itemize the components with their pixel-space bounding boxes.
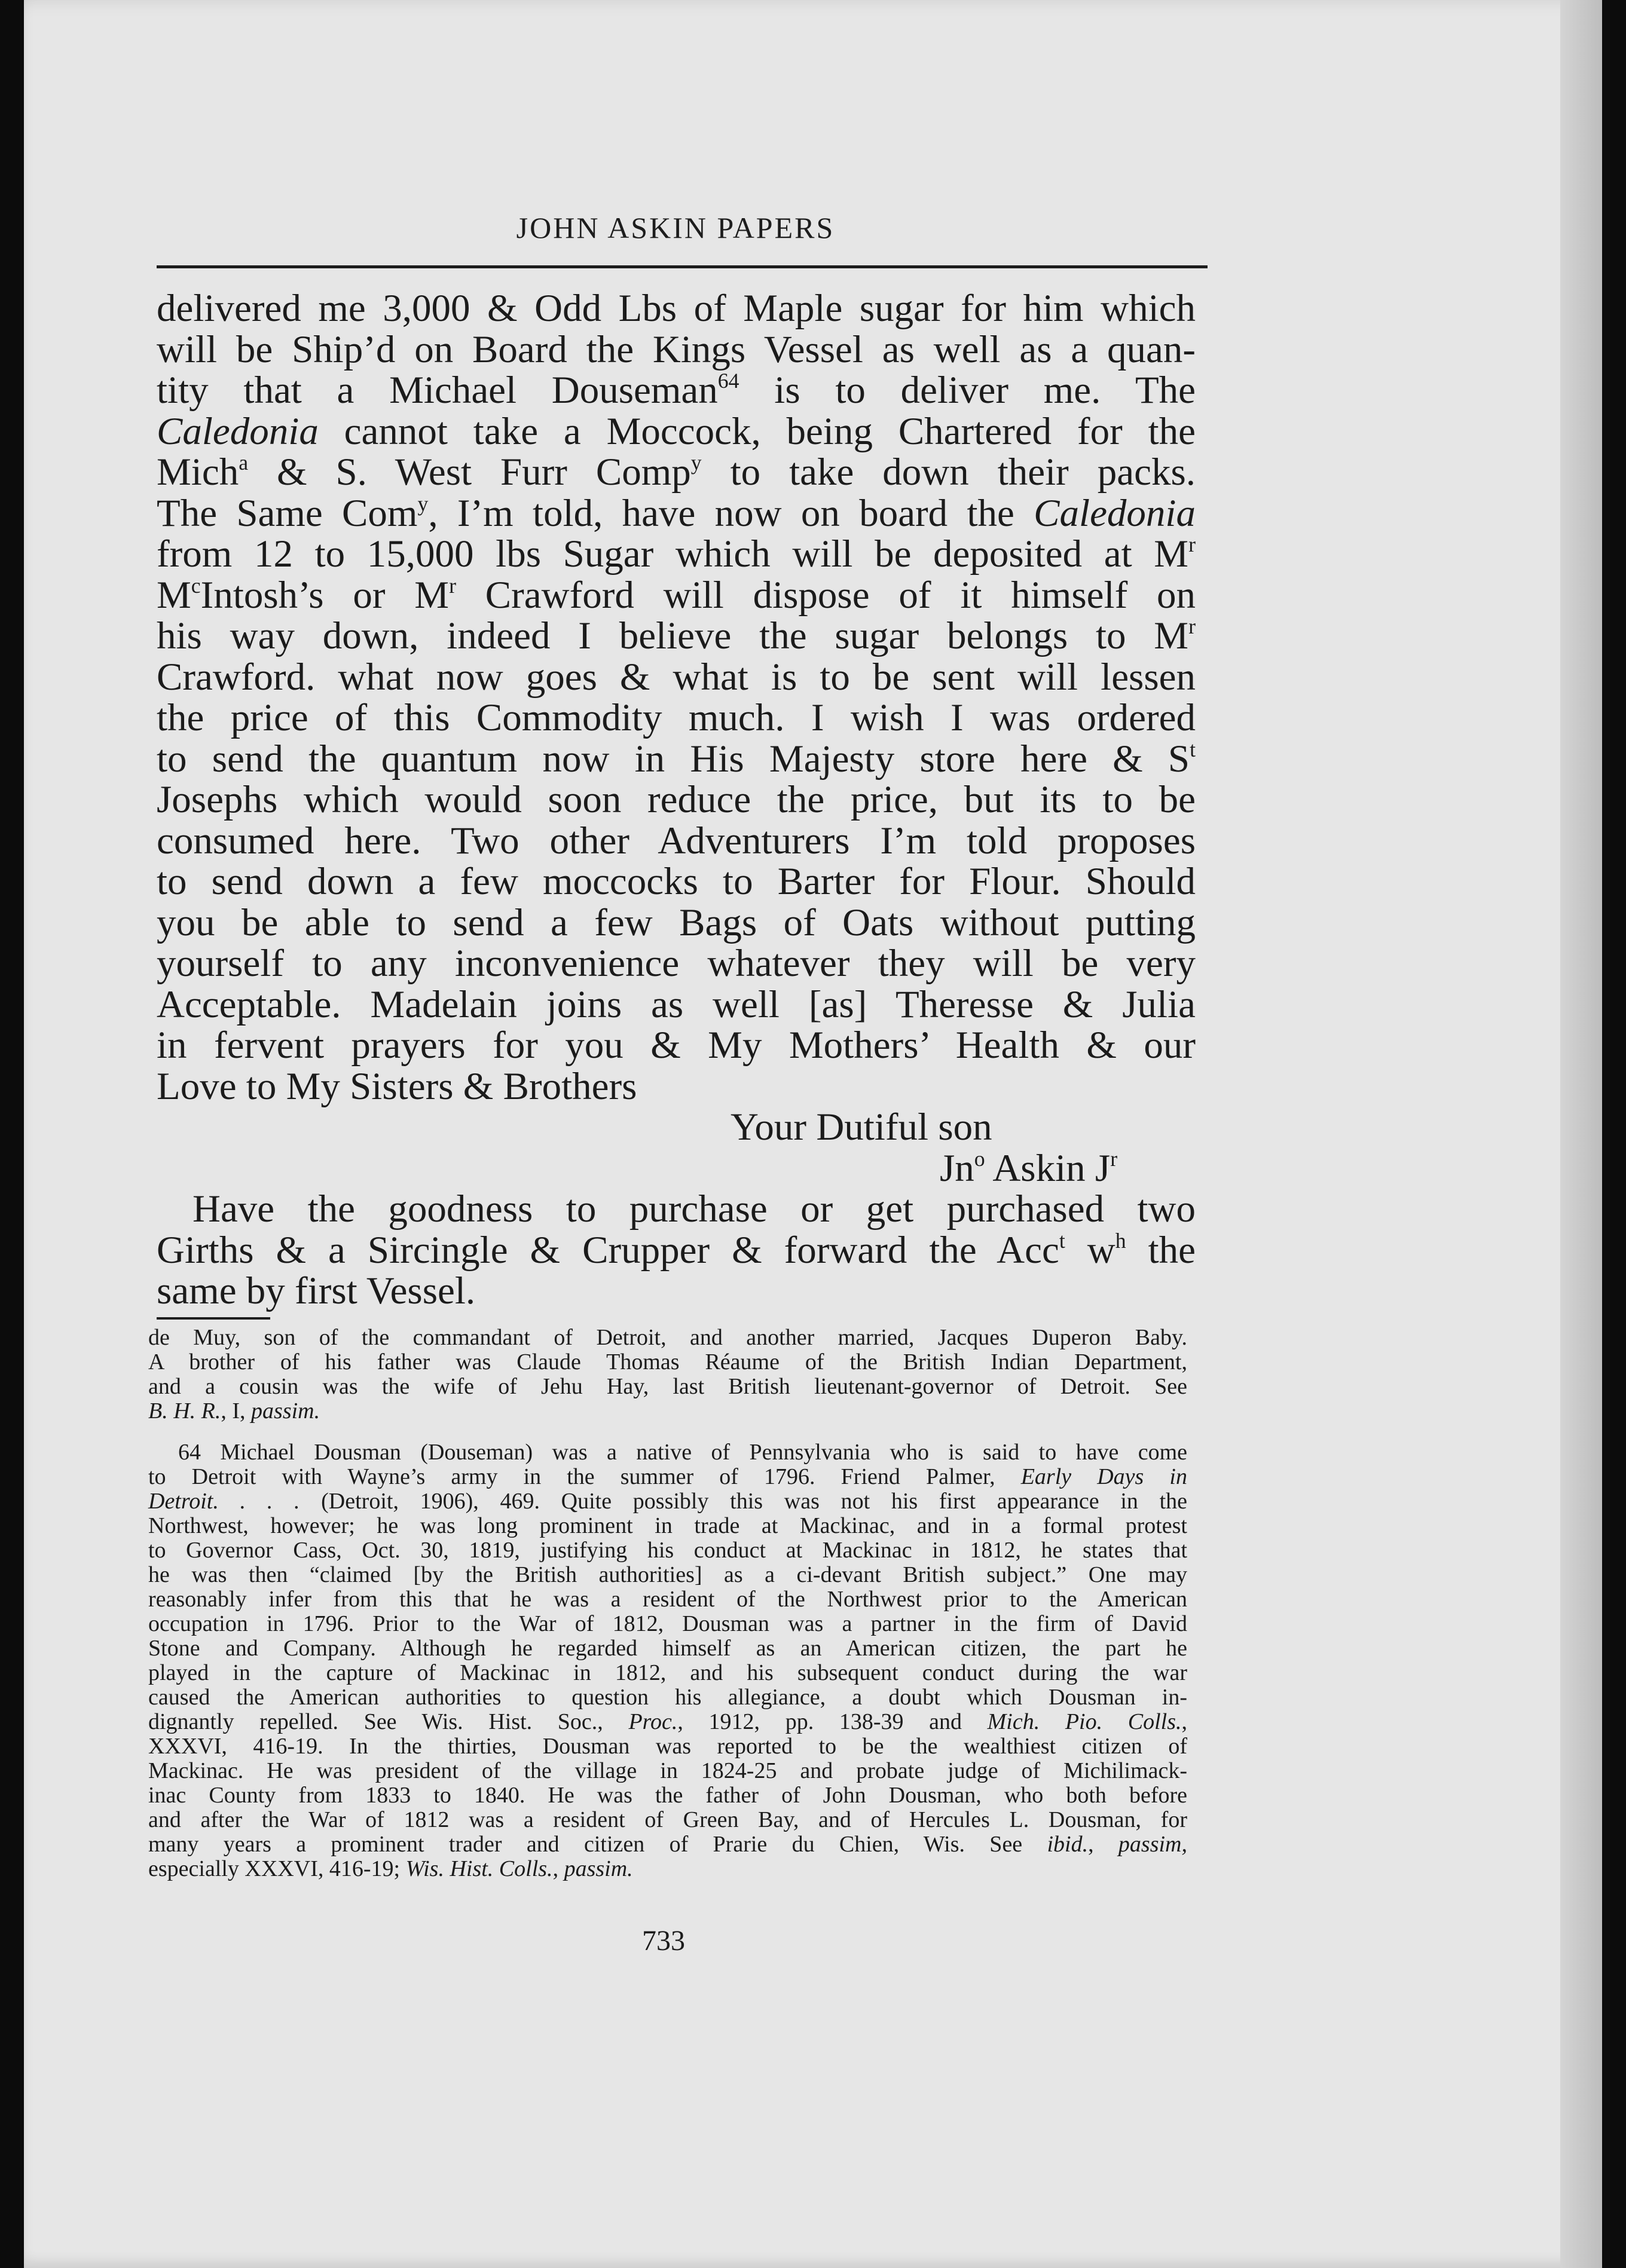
ship-name: Caledonia	[1034, 491, 1196, 535]
closing-salutation: Your Dutiful son	[731, 1106, 992, 1149]
footnote-line: de Muy, son of the commandant of Detroit, and another married, Jacques Duperon Baby.	[148, 1325, 1187, 1350]
letter-body	[157, 288, 1196, 1312]
letter-line: Crawford. what now goes & what is to be sent will lessen	[157, 655, 1196, 699]
footnote-line: occupation in 1796. Prior to the War of 1812, Dousman was a partner in the firm of David	[148, 1611, 1187, 1636]
page-edge-shadow	[1560, 0, 1602, 2268]
footnote-line: especially XXXVI, 416-19; Wis. Hist. Colls., passim.	[148, 1856, 633, 1881]
letter-line: in fervent prayers for you & My Mothers’ Health & our	[157, 1024, 1196, 1067]
footnote-line: dignantly repelled. See Wis. Hist. Soc., Proc., 1912, pp. 138-39 and Mich. Pio. Colls.,	[148, 1709, 1187, 1734]
letter-line: yourself to any inconvenience whatever they will be very	[157, 942, 1196, 985]
footnote-line: to Detroit with Wayne’s army in the summer of 1796. Friend Palmer, Early Days in	[148, 1464, 1187, 1489]
postscript-line: same by first Vessel.	[157, 1269, 476, 1312]
letter-line: $M^cIntosh’s$ or $M^r$ Crawford will dispose of it himself on	[157, 573, 1196, 617]
footnote-line: Northwest, however; he was long prominent in trade at Mackinac, and in a formal protest	[148, 1513, 1187, 1538]
footnote-line: B. H. R., I, passim.	[148, 1398, 320, 1424]
footnote-line: and a cousin was the wife of Jehu Hay, last British lieutenant-governor of Detroit. See	[148, 1374, 1187, 1399]
footnote-line: A brother of his father was Claude Thomas Réaume of the British Indian Department,	[148, 1349, 1187, 1375]
letter-line: to send the quantum now in His Majesty store here & $S^t$	[157, 737, 1196, 781]
letter-line: the price of this Commodity much. I wish I was ordered	[157, 696, 1196, 739]
letter-line: Acceptable. Madelain joins as well [as] Theresse & Julia	[157, 983, 1196, 1026]
letter-line: to send down a few moccocks to Barter for Flour. Should	[157, 860, 1196, 903]
footnote-line: and after the War of 1812 was a resident of Green Bay, and of Hercules L. Dousman, for	[148, 1807, 1187, 1832]
letter-line: delivered me 3,000 & Odd Lbs of Maple sugar for him which	[157, 287, 1196, 330]
footnote-line: he was then “claimed [by the British authorities] as a ci-devant British subject.” One may	[148, 1562, 1187, 1587]
letter-line: his way down, indeed I believe the sugar belongs to $M^r$	[157, 614, 1196, 657]
footnote-line: played in the capture of Mackinac in 1812, and his subsequent conduct during the war	[148, 1660, 1187, 1685]
letter-line: The Same Com$^y$, I’m told, have now on board the Caledonia	[157, 491, 1196, 535]
letter-line: tity that a Michael Douseman$^{64}$ is to deliver me. The	[157, 368, 1196, 412]
footnote-line: inac County from 1833 to 1840. He was the father of John Dousman, who both before	[148, 1783, 1187, 1808]
running-head: JOHN ASKIN PAPERS	[516, 211, 835, 244]
postscript-line: Have the goodness to purchase or get purchased two	[192, 1187, 1196, 1231]
signature: Jn$^o$ Askin $J^r$	[940, 1146, 1118, 1190]
footnotes	[148, 1326, 1187, 1881]
footnote-line: Detroit. . . . (Detroit, 1906), 469. Quite possibly this was not his first appearance in the	[148, 1489, 1187, 1514]
footnote-ref: 64	[717, 368, 739, 393]
letter-line: Caledonia cannot take a Moccock, being Chartered for the	[157, 409, 1196, 453]
letter-line: Josephs which would soon reduce the price, but its to be	[157, 778, 1196, 821]
footnote-line: Mackinac. He was president of the village in 1824-25 and probate judge of Michilimack-	[148, 1758, 1187, 1783]
letter-line: Love to My Sisters & Brothers	[157, 1064, 637, 1108]
footnote-line: reasonably infer from this that he was a resident of the Northwest prior to the American	[148, 1587, 1187, 1612]
footnote-rule	[157, 1317, 270, 1320]
footnote-line: caused the American authorities to question his allegiance, a doubt which Dousman in-	[148, 1685, 1187, 1710]
footnote-line: XXXVI, 416-19. In the thirties, Dousman was reported to be the wealthiest citizen of	[148, 1734, 1187, 1759]
ship-name: Caledonia	[157, 409, 319, 453]
footnote-line: many years a prominent trader and citizen of Prarie du Chien, Wis. See ibid., passim,	[148, 1832, 1187, 1857]
header-rule	[157, 265, 1208, 268]
letter-line: Mich$^a$ & S. West Furr Comp$^y$ to take down their packs.	[157, 450, 1196, 494]
footnote-line: Stone and Company. Although he regarded himself as an American citizen, the part he	[148, 1636, 1187, 1661]
letter-line: from 12 to 15,000 lbs Sugar which will be deposited at $M^r$	[157, 532, 1196, 576]
letter-line: consumed here. Two other Adventurers I’m told proposes	[157, 819, 1196, 862]
footnote-line: to Governor Cass, Oct. 30, 1819, justifying his conduct at Mackinac in 1812, he states that	[148, 1538, 1187, 1563]
page-number: 733	[642, 1925, 685, 1957]
letter-line: will be Ship’d on Board the Kings Vessel as well as a quan-	[157, 328, 1196, 371]
footnote-line: 64 Michael Dousman (Douseman) was a native of Pennsylvania who is said to have come	[178, 1440, 1187, 1465]
postscript-line: Girths & a Sircingle & Crupper & forward the Acc$^t$ $w^h$ the	[157, 1228, 1196, 1272]
letter-line: you be able to send a few Bags of Oats without putting	[157, 901, 1196, 944]
